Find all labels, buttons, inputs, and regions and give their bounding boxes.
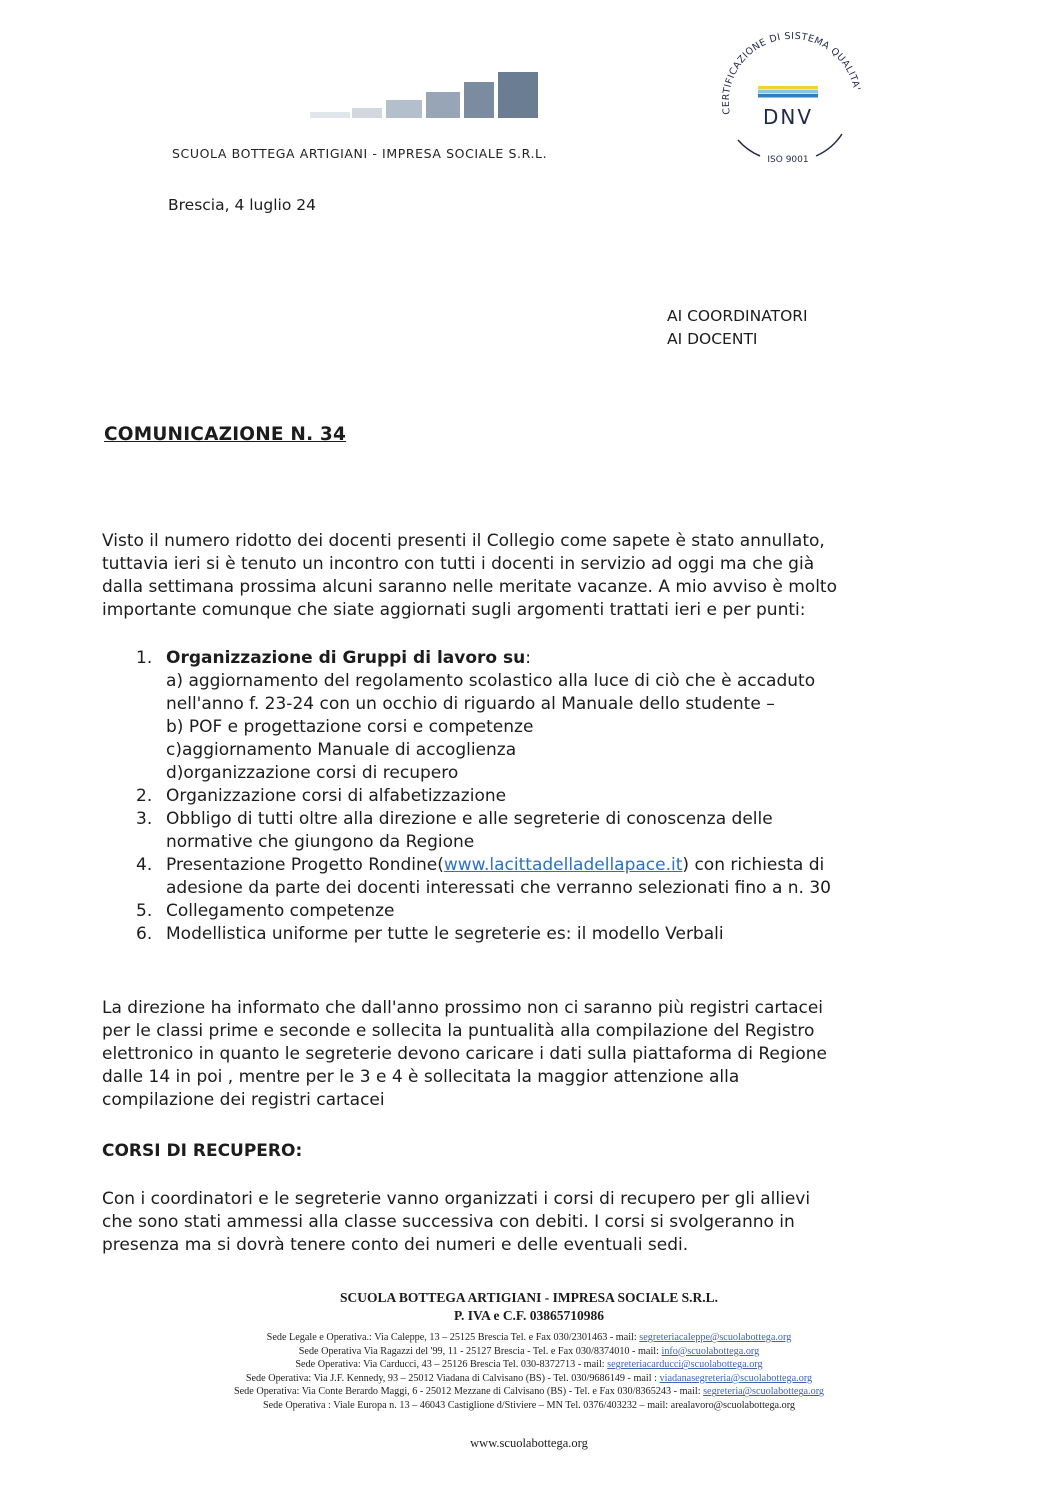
list-number: 4. — [136, 855, 153, 875]
site-email-link[interactable]: segreteriacaleppe@scuolabottega.org — [639, 1332, 792, 1343]
footer-site-line — [0, 1345, 1058, 1359]
list-number: 6. — [136, 924, 153, 944]
site-email-link[interactable]: segreteriacarducci@scuolabottega.org — [607, 1359, 763, 1371]
list-number: 2. — [136, 786, 153, 806]
site-address: Sede Operativa: Via Conte Berardo Maggi, 6 - 25012 Mezzane di Calvisano (BS) - Tel. e Fax 030/8365243 - mail: — [233, 1386, 704, 1398]
list-item — [102, 923, 962, 946]
site-address: Sede Operativa: Via J.F. Kennedy, 93 – 25012 Viadana di Calvisano (BS) - Tel. 030/9686149 - mail : — [245, 1372, 660, 1384]
seal-standard: ISO 9001 — [767, 155, 809, 165]
topic-text: Collegamento competenze — [166, 901, 395, 921]
recipient-coordinators: AI COORDINATORI — [667, 307, 808, 325]
list-item — [102, 647, 962, 785]
list-number: 5. — [136, 901, 153, 921]
communication-title: COMUNICAZIONE N. 34 — [104, 424, 347, 445]
footer-sites-list — [0, 1331, 1058, 1413]
text-line: che sono stati ammessi alla classe successiva con debiti. I corsi si svolgeranno in — [102, 1212, 795, 1232]
topic-text: Presentazione Progetto Rondine( — [166, 855, 444, 875]
sub-item: nell'anno f. 23-24 con un occhio di riguardo al Manuale dello studente – — [166, 694, 775, 714]
list-item — [102, 900, 962, 923]
site-email-link[interactable]: viadanasegreteria@scuolabottega.org — [659, 1372, 813, 1384]
footer-site-line — [0, 1399, 1058, 1413]
text-line: per le classi prime e seconde e sollecita la puntualità alla compilazione del Registro — [102, 1021, 815, 1041]
topic-text: normative che giungono da Regione — [166, 832, 475, 852]
topic-title-suffix: : — [525, 648, 531, 668]
topic-text: ) con richiesta di — [682, 855, 825, 875]
recipient-teachers: AI DOCENTI — [667, 330, 758, 348]
text-line: compilazione dei registri cartacei — [102, 1090, 385, 1110]
footer-company-name: SCUOLA BOTTEGA ARTIGIANI - IMPRESA SOCIALE S.R.L. — [340, 1290, 718, 1305]
letter-date: Brescia, 4 luglio 24 — [168, 196, 316, 214]
recovery-paragraph — [102, 1188, 962, 1257]
sub-items — [166, 670, 962, 785]
site-address: Sede Operativa : Viale Europa n. 13 – 46043 Castiglione d/Stiviere – MN Tel. 0376/403232 – mail: arealavoro@scuolabottega.org — [262, 1399, 796, 1411]
list-item — [102, 854, 962, 900]
svg-text:CERTIFICAZIONE DI SISTEMA QUAL — [721, 31, 862, 115]
sub-item: d)organizzazione corsi di recupero — [166, 763, 459, 783]
sub-item: a) aggiornamento del regolamento scolastico alla luce di ciò che è accaduto — [166, 671, 816, 691]
footer-site-line — [0, 1385, 1058, 1399]
recipients-block — [667, 305, 808, 351]
list-item — [102, 785, 962, 808]
footer-site-line — [0, 1331, 1058, 1345]
text-line: dalle 14 in poi , mentre per le 3 e 4 è sollecitata la maggior attenzione alla — [102, 1067, 740, 1087]
sub-item: b) POF e progettazione corsi e competenze — [166, 717, 534, 737]
list-item — [102, 808, 962, 854]
topic-text: adesione da parte dei docenti interessati che verranno selezionati fino a n. 30 — [166, 878, 831, 898]
site-email-link[interactable]: info@scuolabottega.org — [661, 1345, 760, 1357]
text-line: presenza ma si dovrà tenere conto dei numeri e delle eventuali sedi. — [102, 1235, 689, 1255]
footer-website[interactable]: www.scuolabottega.org — [470, 1436, 588, 1450]
text-line: tuttavia ieri si è tenuto un incontro con tutti i docenti in servizio ad oggi ma che già — [102, 554, 815, 574]
topic-text: Modellistica uniforme per tutte le segreterie es: il modello Verbali — [166, 924, 724, 944]
list-number: 1. — [136, 648, 153, 668]
footer-site-line — [0, 1372, 1058, 1386]
site-address: Sede Operativa: Via Carducci, 43 – 25126 Brescia Tel. 030-8372713 - mail: — [295, 1359, 608, 1371]
site-email-link[interactable]: segreteria@scuolabottega.org — [703, 1386, 825, 1398]
rondine-project-link[interactable]: www.lacittadelladellapace.it — [443, 855, 683, 875]
certification-seal-icon — [708, 22, 868, 182]
topic-text: Obbligo di tutti oltre alla direzione e alle segreterie di conoscenza delle — [166, 809, 773, 829]
footer-vat-number: P. IVA e C.F. 03865710986 — [454, 1308, 604, 1323]
school-logo — [290, 70, 550, 124]
text-line: importante comunque che siate aggiornati sugli argomenti trattati ieri e per punti: — [102, 600, 806, 620]
intro-paragraph — [102, 530, 962, 622]
site-address: Sede Operativa Via Ragazzi del '99, 11 - 25127 Brescia - Tel. e Fax 030/8374010 - mail: — [298, 1345, 662, 1357]
seal-brand: DNV — [762, 105, 814, 129]
direction-paragraph — [102, 997, 962, 1112]
site-address: Sede Legale e Operativa.: Via Caleppe, 13 – 25125 Brescia Tel. e Fax 030/2301463 - mail: — [266, 1332, 640, 1343]
sub-item: c)aggiornamento Manuale di accoglienza — [166, 740, 517, 760]
footer-site-line — [0, 1358, 1058, 1372]
school-name-header: SCUOLA BOTTEGA ARTIGIANI - IMPRESA SOCIALE S.R.L. — [172, 146, 548, 161]
topic-title: Organizzazione di Gruppi di lavoro su — [166, 648, 526, 668]
text-line: Visto il numero ridotto dei docenti presenti il Collegio come sapete è stato annullato, — [102, 531, 825, 551]
text-line: dalla settimana prossima alcuni saranno nelle meritate vacanze. A mio avviso è molto — [102, 577, 837, 597]
list-number: 3. — [136, 809, 153, 829]
topics-list — [102, 647, 962, 946]
text-line: Con i coordinatori e le segreterie vanno organizzati i corsi di recupero per gli allievi — [102, 1189, 811, 1209]
topic-text: Organizzazione corsi di alfabetizzazione — [166, 786, 507, 806]
recovery-heading: CORSI DI RECUPERO: — [102, 1141, 303, 1161]
text-line: elettronico in quanto le segreterie devono caricare i dati sulla piattaforma di Regione — [102, 1044, 827, 1064]
text-line: La direzione ha informato che dall'anno prossimo non ci saranno più registri cartacei — [102, 998, 824, 1018]
seal-arc-text: CERTIFICAZIONE DI SISTEMA QUALITA' — [720, 30, 863, 116]
